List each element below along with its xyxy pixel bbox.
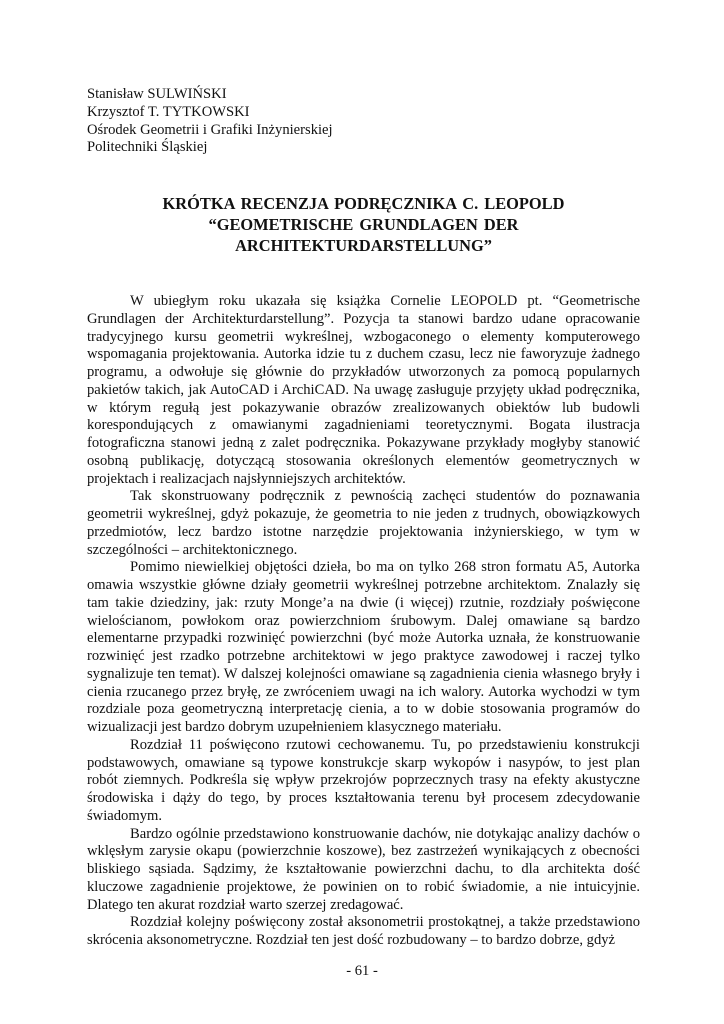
author-block (87, 86, 333, 157)
paragraph-3: Pomimo niewielkiej objętości dzieła, bo ma on tylko 268 stron formatu A5, Autorka omawia wszystkie główne działy geometrii wykreślnej potrzebne architektom. Znalazły się tam takie dziedziny, jak: rzuty Monge’a na dwie (i więcej) rzutnie, rozdziały poświęcone wielościanom, powłokom oraz powierzchniom śrubowym. Dalej omawiane są bardzo elementarne przypadki rozwinięć powierzchni (być może Autorka uznała, że konstruowanie rozwinięć jest rzadko potrzebne architektowi w jego praktyce zawodowej i raczej tylko sygnalizuje ten temat). W dalszej kolejności omawiane są zagadnienia cienia własnego bryły i cienia rzucanego przez bryłę, ze zwróceniem uwagi na ich walory. Autorka wychodzi w tym rozdziale poza geometryczną interpretację cienia, a to w dobie stosowania programów do wizualizacji jest bardzo dobrym uzupełnieniem klasycznego materiału. (87, 559, 640, 735)
author-name-2: Krzysztof T. TYTKOWSKI (87, 103, 250, 120)
article-title (87, 193, 640, 256)
paragraph-6: Rozdział kolejny poświęcony został aksonometrii prostokątnej, a także przedstawiono skrócenia aksonometryczne. Rozdział ten jest dość rozbudowany – to bardzo dobrze, gdyż (87, 914, 640, 948)
affiliation-line-2: Politechniki Śląskiej (87, 139, 208, 156)
title-line-3: ARCHITEKTURDARSTELLUNG” (235, 236, 492, 255)
author-name-1: Stanisław SULWIŃSKI (87, 86, 227, 102)
article-body (87, 293, 640, 950)
paragraph-4: Rozdział 11 poświęcono rzutowi cechowanemu. Tu, po przedstawieniu konstrukcji podstawowych, omawiane są typowe konstrukcje skarp wykopów i nasypów, to jest plan robót ziemnych. Podkreśla się wpływ przekrojów poprzecznych trasy na efekty akustyczne środowiska i dąży do tego, by proces kształtowania terenu był procesem zdecydowanie świadomym. (87, 736, 640, 824)
paragraph-5: Bardzo ogólnie przedstawiono konstruowanie dachów, nie dotykając analizy dachów o wklęsłym zarysie okapu (powierzchnie koszowe), bez zastrzeżeń wynikających z obecności bliskiego sąsiada. Sądzimy, że kształtowanie powierzchni dachu, to dla architekta dość kluczowe zagadnienie projektowe, że powinien on to robić świadomie, a nie intuicyjnie. Dlatego ten akurat rozdział warto szerzej zredagować. (87, 825, 640, 913)
paragraph-2: Tak skonstruowany podręcznik z pewnością zachęci studentów do poznawania geometrii wykreślnej, gdyż pokazuje, że geometria to nie jeden z trudnych, obowiązkowych przedmiotów, lecz bardzo istotne narzędzie projektowania inżynierskiego, w tym w szczególności – architektonicznego. (87, 488, 640, 558)
paragraph-1: W ubiegłym roku ukazała się książka Cornelie LEOPOLD pt. “Geometrische Grundlagen der Architekturdarstellung”. Pozycja ta stanowi bardzo udane opracowanie tradycyjnego kursu geometrii wykreślnej, wzbogaconego o elementy komputerowego wspomagania projektowania. Autorka idzie tu z duchem czasu, lecz nie faworyzuje żadnego programu, a odwołuje się głównie do przykładów utworzonych za pomocą popularnych pakietów takich, jak AutoCAD i ArchiCAD. Na uwagę zasługuje przyjęty układ podręcznika, w którym regułą jest pokazywanie obrazów zrealizowanych obiektów lub budowli korespondujących z omawianymi zagadnieniami teoretycznymi. Bogata ilustracja fotograficzna stanowi jedną z zalet podręcznika. Pokazywane przykłady mogłyby stanowić osobną publikację, dotyczącą stosowania określonych elementów geometrycznych w projektach i realizacjach najsłynniejszych architektów. (87, 293, 640, 487)
page-number: - 61 - (346, 963, 378, 979)
title-line-1: KRÓTKA RECENZJA PODRĘCZNIKA C. LEOPOLD (162, 194, 565, 213)
title-line-2: “GEOMETRISCHE GRUNDLAGEN DER (208, 215, 519, 234)
affiliation-line-1: Ośrodek Geometrii i Grafiki Inżynierskiej (87, 121, 333, 138)
